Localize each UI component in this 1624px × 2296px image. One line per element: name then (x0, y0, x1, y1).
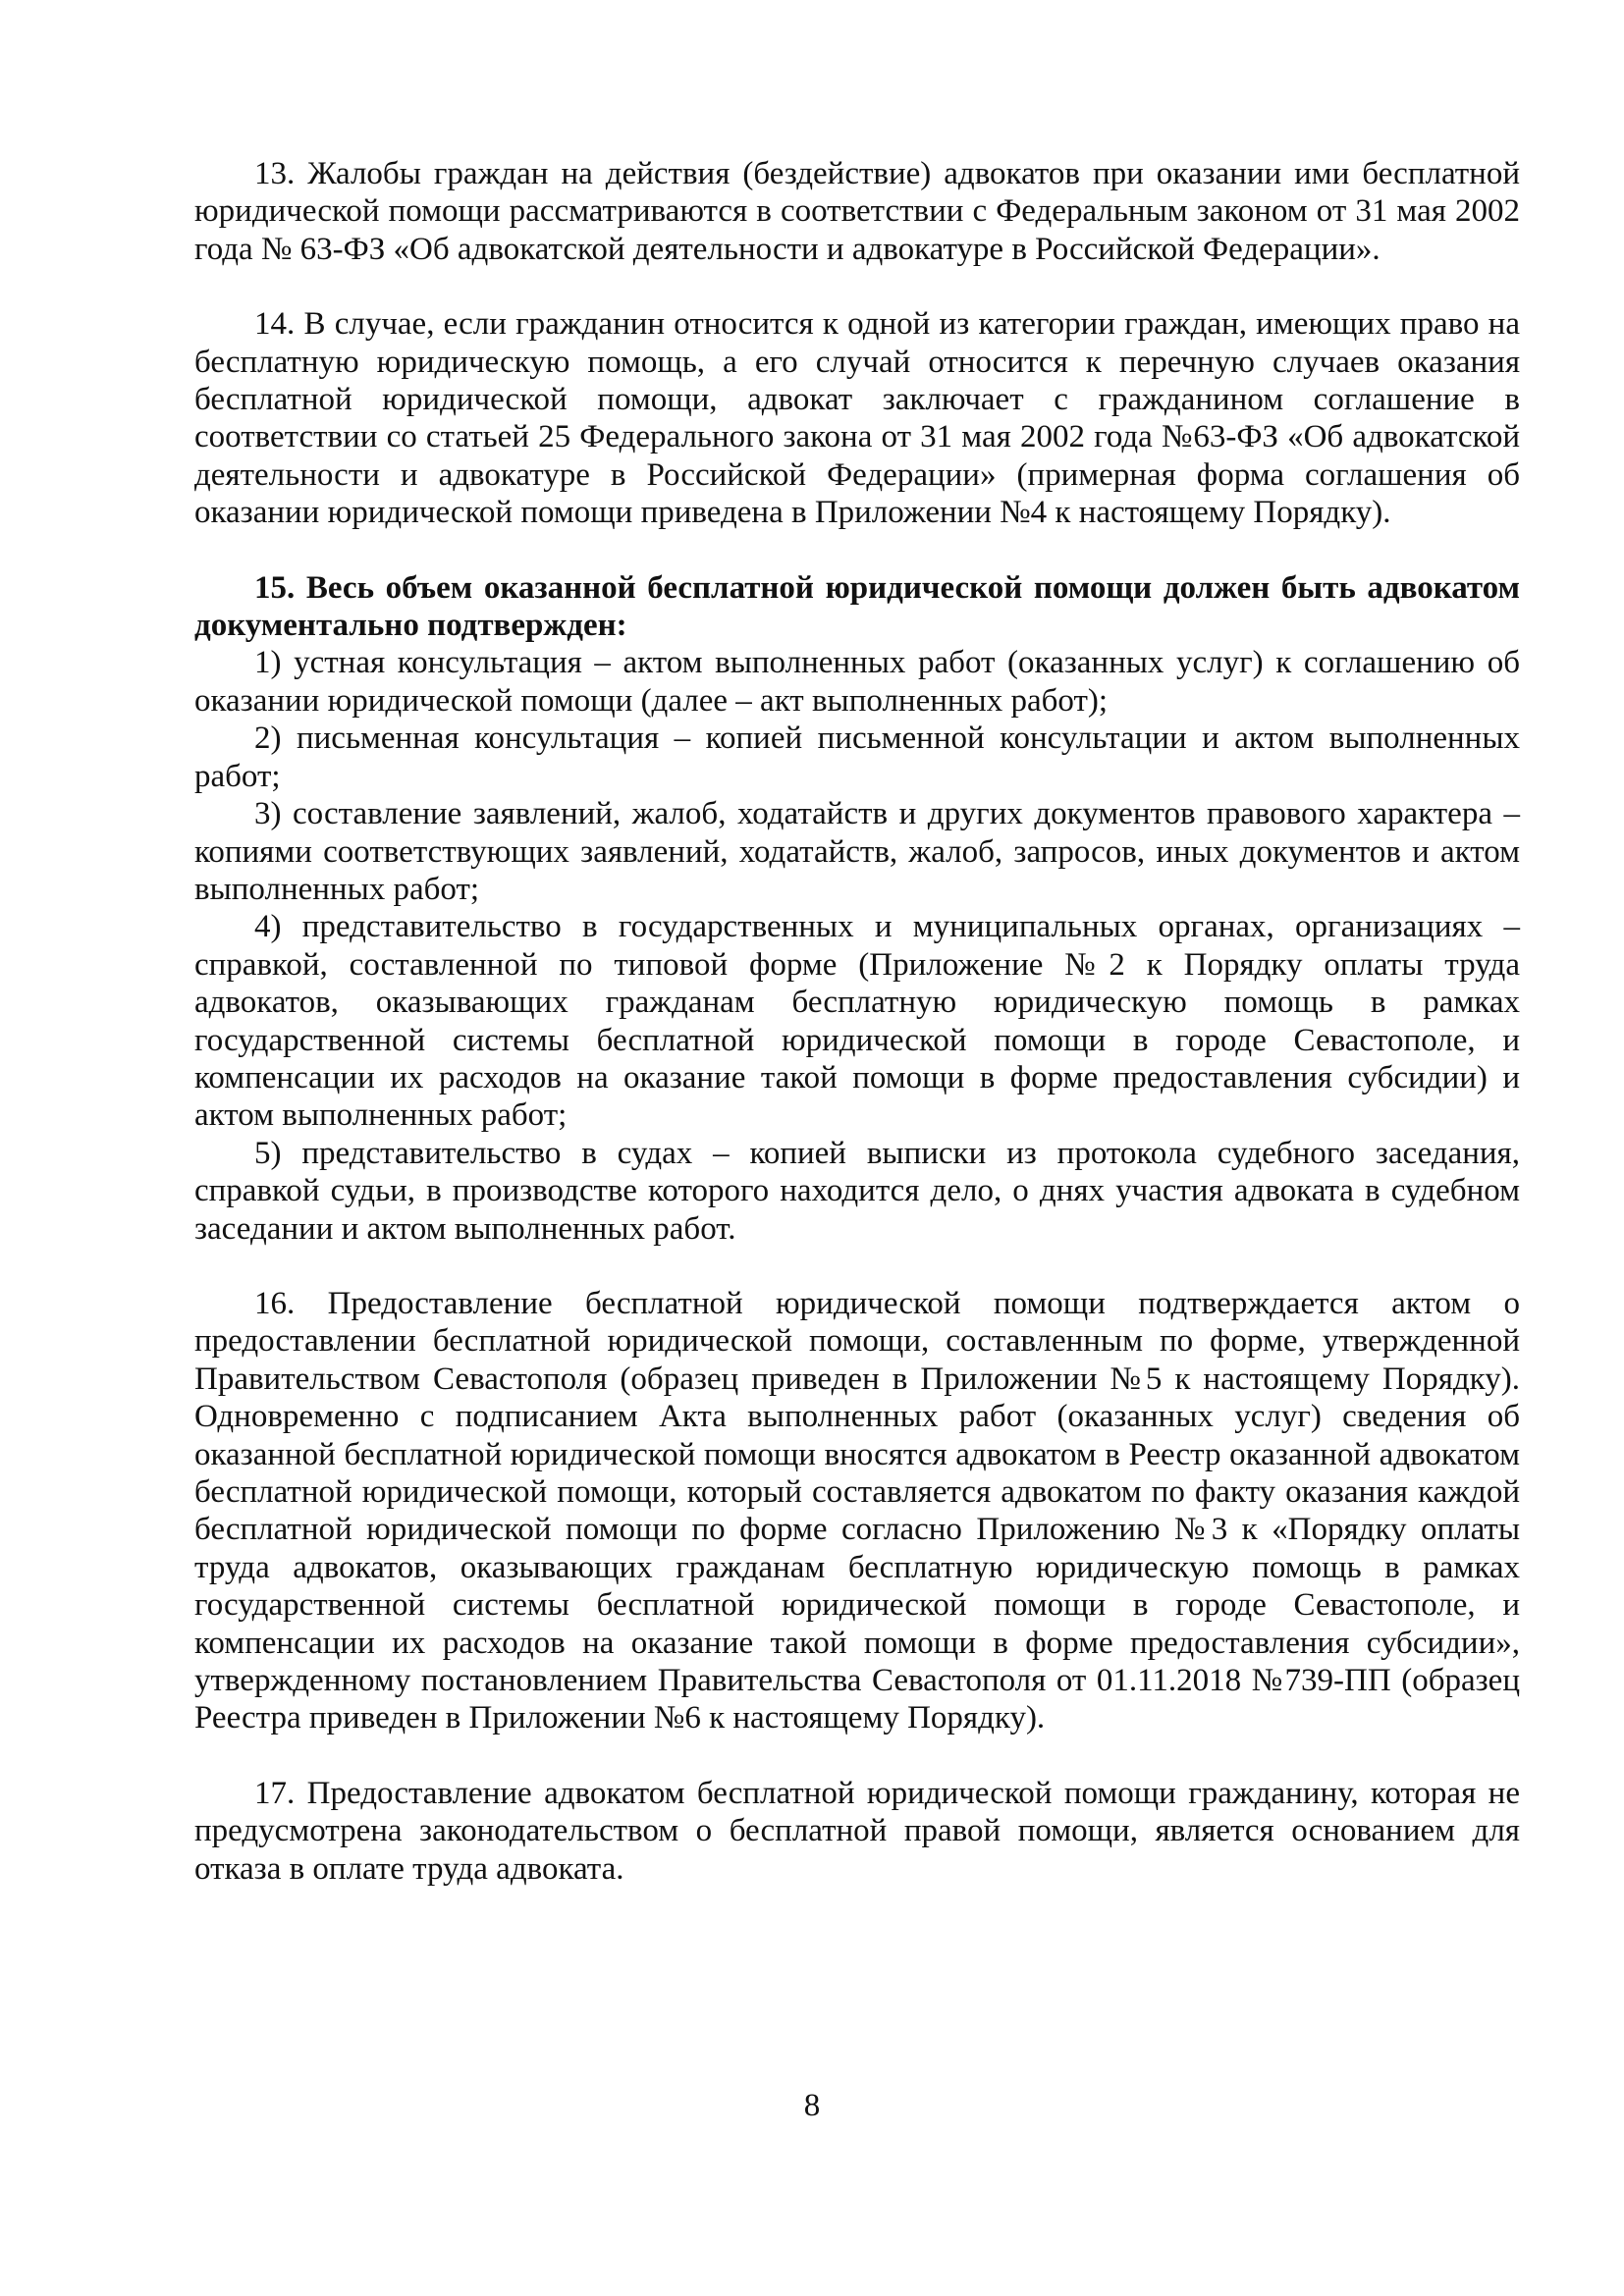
paragraph-15-item-1: 1) устная консультация – актом выполненных работ (оказанных услуг) к соглашению об оказании юридической помощи (далее – акт выполненных работ); (194, 645, 1520, 719)
paragraph-15-item-2: 2) письменная консультация – копией письменной консультации и актом выполненных работ; (194, 721, 1520, 794)
paragraph-16: 16. Предоставление бесплатной юридической помощи подтверждается актом о предоставлении бесплатной юридической помощи, составленным по форме, утвержденной Правительством Севастополя (образец приведен в Приложении №5 к настоящему Порядку). Одновременно с подписанием Акта выполненных работ (оказанных услуг) сведения об оказанной бесплатной юридической помощи вносятся адвокатом в Реестр оказанной адвокатом бесплатной юридической помощи, который составляется адвокатом по факту оказания каждой бесплатной юридической помощи по форме согласно Приложению №3 к «Порядку оплаты труда адвокатов, оказывающих гражданам бесплатную юридическую помощь в рамках государственной системы бесплатной юридической помощи в городе Севастополе, и компенсации их расходов на оказание такой помощи в форме предоставления субсидии», утвержденному постановлением Правительства Севастополя от 01.11.2018 №739-ПП (образец Реестра приведен в Приложении №6 к настоящему Порядку). (194, 1285, 1520, 1736)
paragraph-15-item-3: 3) составление заявлений, жалоб, ходатайств и других документов правового характера – копиями соответствующих заявлений, ходатайств, жалоб, запросов, иных документов и актом выполненных работ; (194, 796, 1520, 907)
paragraph-15-item-5: 5) представительство в судах – копией выписки из протокола судебного заседания, справкой судьи, в производстве которого находится дело, о днях участия адвоката в судебном заседании и актом выполненных работ. (194, 1135, 1520, 1247)
paragraph-14: 14. В случае, если гражданин относится к одной из категории граждан, имеющих право на бесплатную юридическую помощь, а его случай относится к перечную случаев оказания бесплатной юридической помощи, адвокат заключает с гражданином соглашение в соответствии со статьей 25 Федерального закона от 31 мая 2002 года №63-ФЗ «Об адвокатской деятельности и адвокатуре в Российской Федерации» (примерная форма соглашения об оказании юридической помощи приведена в Приложении №4 к настоящему Порядку). (194, 306, 1520, 531)
document-body (194, 155, 1520, 1888)
paragraph-13: 13. Жалобы граждан на действия (бездействие) адвокатов при оказании ими бесплатной юридической помощи рассматриваются в соответствии с Федеральным законом от 31 мая 2002 года № 63-ФЗ «Об адвокатской деятельности и адвокатуре в Российской Федерации». (194, 156, 1520, 267)
page-number: 8 (803, 2088, 821, 2123)
paragraph-17: 17. Предоставление адвокатом бесплатной юридической помощи гражданину, которая не предусмотрена законодательством о бесплатной правой помощи, является основанием для отказа в оплате труда адвоката. (194, 1775, 1520, 1887)
paragraph-15-heading: 15. Весь объем оказанной бесплатной юридической помощи должен быть адвокатом документально подтвержден: (194, 569, 1520, 644)
paragraph-15-item-4: 4) представительство в государственных и муниципальных органах, организациях – справкой, составленной по типовой форме (Приложение №2 к Порядку оплаты труда адвокатов, оказывающих гражданам бесплатную юридическую помощь в рамках государственной системы бесплатной юридической помощи в городе Севастополе, и компенсации их расходов на оказание такой помощи в форме предоставления субсидии) и актом выполненных работ; (194, 909, 1520, 1134)
